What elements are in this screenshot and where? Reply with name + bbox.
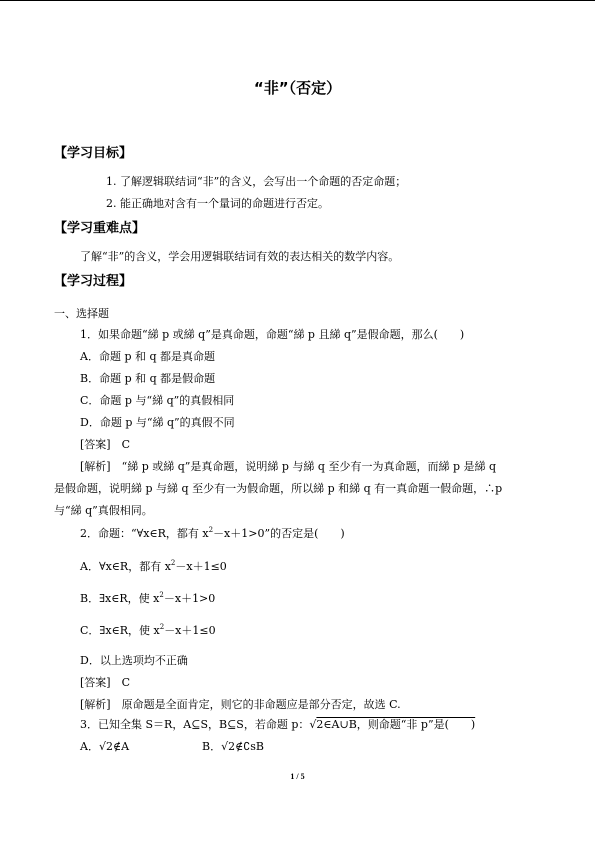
- sqrt-icon: √: [98, 740, 106, 753]
- q3-option-a-body: 2∉A: [105, 740, 130, 753]
- goal-2: 2. 能正确地对含有一个量词的命题进行否定。: [106, 197, 329, 210]
- q2-option-c-pre: C．∃x∈R，使 x: [80, 624, 160, 637]
- q2-stem-exponent: 2: [208, 526, 214, 534]
- key-text: 了解“非”的含义，学会用逻辑联结词有效的表达相关的数学内容。: [80, 250, 400, 263]
- key-heading: 【学习重难点】: [54, 221, 146, 236]
- q1-answer: [答案] C: [80, 438, 130, 451]
- process-heading: 【学习过程】: [54, 274, 133, 289]
- q2-stem-post: －x＋1>0”的否定是( ): [213, 527, 345, 540]
- q2-analysis: [解析] 原命题是全面肯定，则它的非命题应是部分否定，故选 C.: [80, 698, 401, 711]
- q3-option-a: [80, 740, 129, 754]
- q2-option-a: [80, 560, 227, 574]
- top-rule: [0, 0, 595, 1]
- q2-option-b-post: －x＋1>0: [163, 592, 216, 605]
- q2-option-a-post: －x＋1≤0: [175, 560, 227, 573]
- q2-option-c-post: －x＋1≤0: [164, 624, 216, 637]
- sqrt-icon: √: [309, 718, 317, 731]
- q1-option-b: B．命题 p 和 q 都是假命题: [80, 372, 216, 385]
- q2-answer: [答案] C: [80, 676, 130, 689]
- q2-option-b-exponent: 2: [159, 591, 164, 599]
- q2-option-a-exponent: 2: [170, 559, 176, 567]
- goal-1: 1. 了解逻辑联结词“非”的含义，会写出一个命题的否定命题；: [106, 175, 407, 188]
- q3-option-b: [202, 740, 264, 754]
- q3-stem-pre: 3．已知全集 S＝R，A⊆S，B⊆S，若命题 p：: [80, 718, 310, 731]
- q1-stem: 1．如果命题“綈 p 或綈 q”是真命题，命题“綈 p 且綈 q”是假命题，那么( ): [80, 328, 465, 341]
- q2-option-d: D．以上选项均不正确: [80, 654, 188, 667]
- q2-option-c-exponent: 2: [159, 623, 165, 631]
- q1-analysis-line-3: 与“綈 q”真假相同。: [54, 504, 153, 517]
- q3-option-b-label: B．: [202, 740, 222, 753]
- q1-option-a: A．命题 p 和 q 都是真命题: [80, 350, 216, 363]
- q2-option-b: [80, 592, 215, 606]
- q3-stem: [80, 718, 475, 732]
- q3-option-a-label: A．: [80, 740, 99, 753]
- q3-option-b-body: 2∉∁sB: [228, 740, 264, 753]
- q2-stem-pre: 2．命题：“∀x∈R，都有 x: [80, 527, 209, 540]
- part-heading: 一、选择题: [54, 307, 109, 320]
- q1-analysis-line-1: [解析] “綈 p 或綈 q”是真命题，说明綈 p 与綈 q 至少有一为真命题，而綈 p 是綈 q: [80, 460, 497, 473]
- q3-stem-post: 2∈A∪B，则命题“非 p”是( ): [316, 718, 476, 731]
- q1-analysis-line-2: 是假命题，说明綈 p 与綈 q 至少有一为假命题，所以綈 p 和綈 q 有一真命题一假命题，∴p: [54, 482, 503, 495]
- page-number: 1 / 5: [290, 772, 305, 781]
- q2-stem: [80, 527, 345, 541]
- q2-option-c: [80, 624, 216, 638]
- page-title: “非”（否定）: [253, 79, 342, 97]
- q2-option-a-pre: A．∀x∈R，都有 x: [80, 560, 171, 573]
- sqrt-icon: √: [221, 740, 229, 753]
- q1-option-d: D．命题 p 与“綈 q”的真假不同: [80, 416, 235, 429]
- goals-heading: 【学习目标】: [54, 146, 133, 161]
- q2-option-b-pre: B．∃x∈R，使 x: [80, 592, 160, 605]
- q1-option-c: C．命题 p 与“綈 q”的真假相同: [80, 394, 235, 407]
